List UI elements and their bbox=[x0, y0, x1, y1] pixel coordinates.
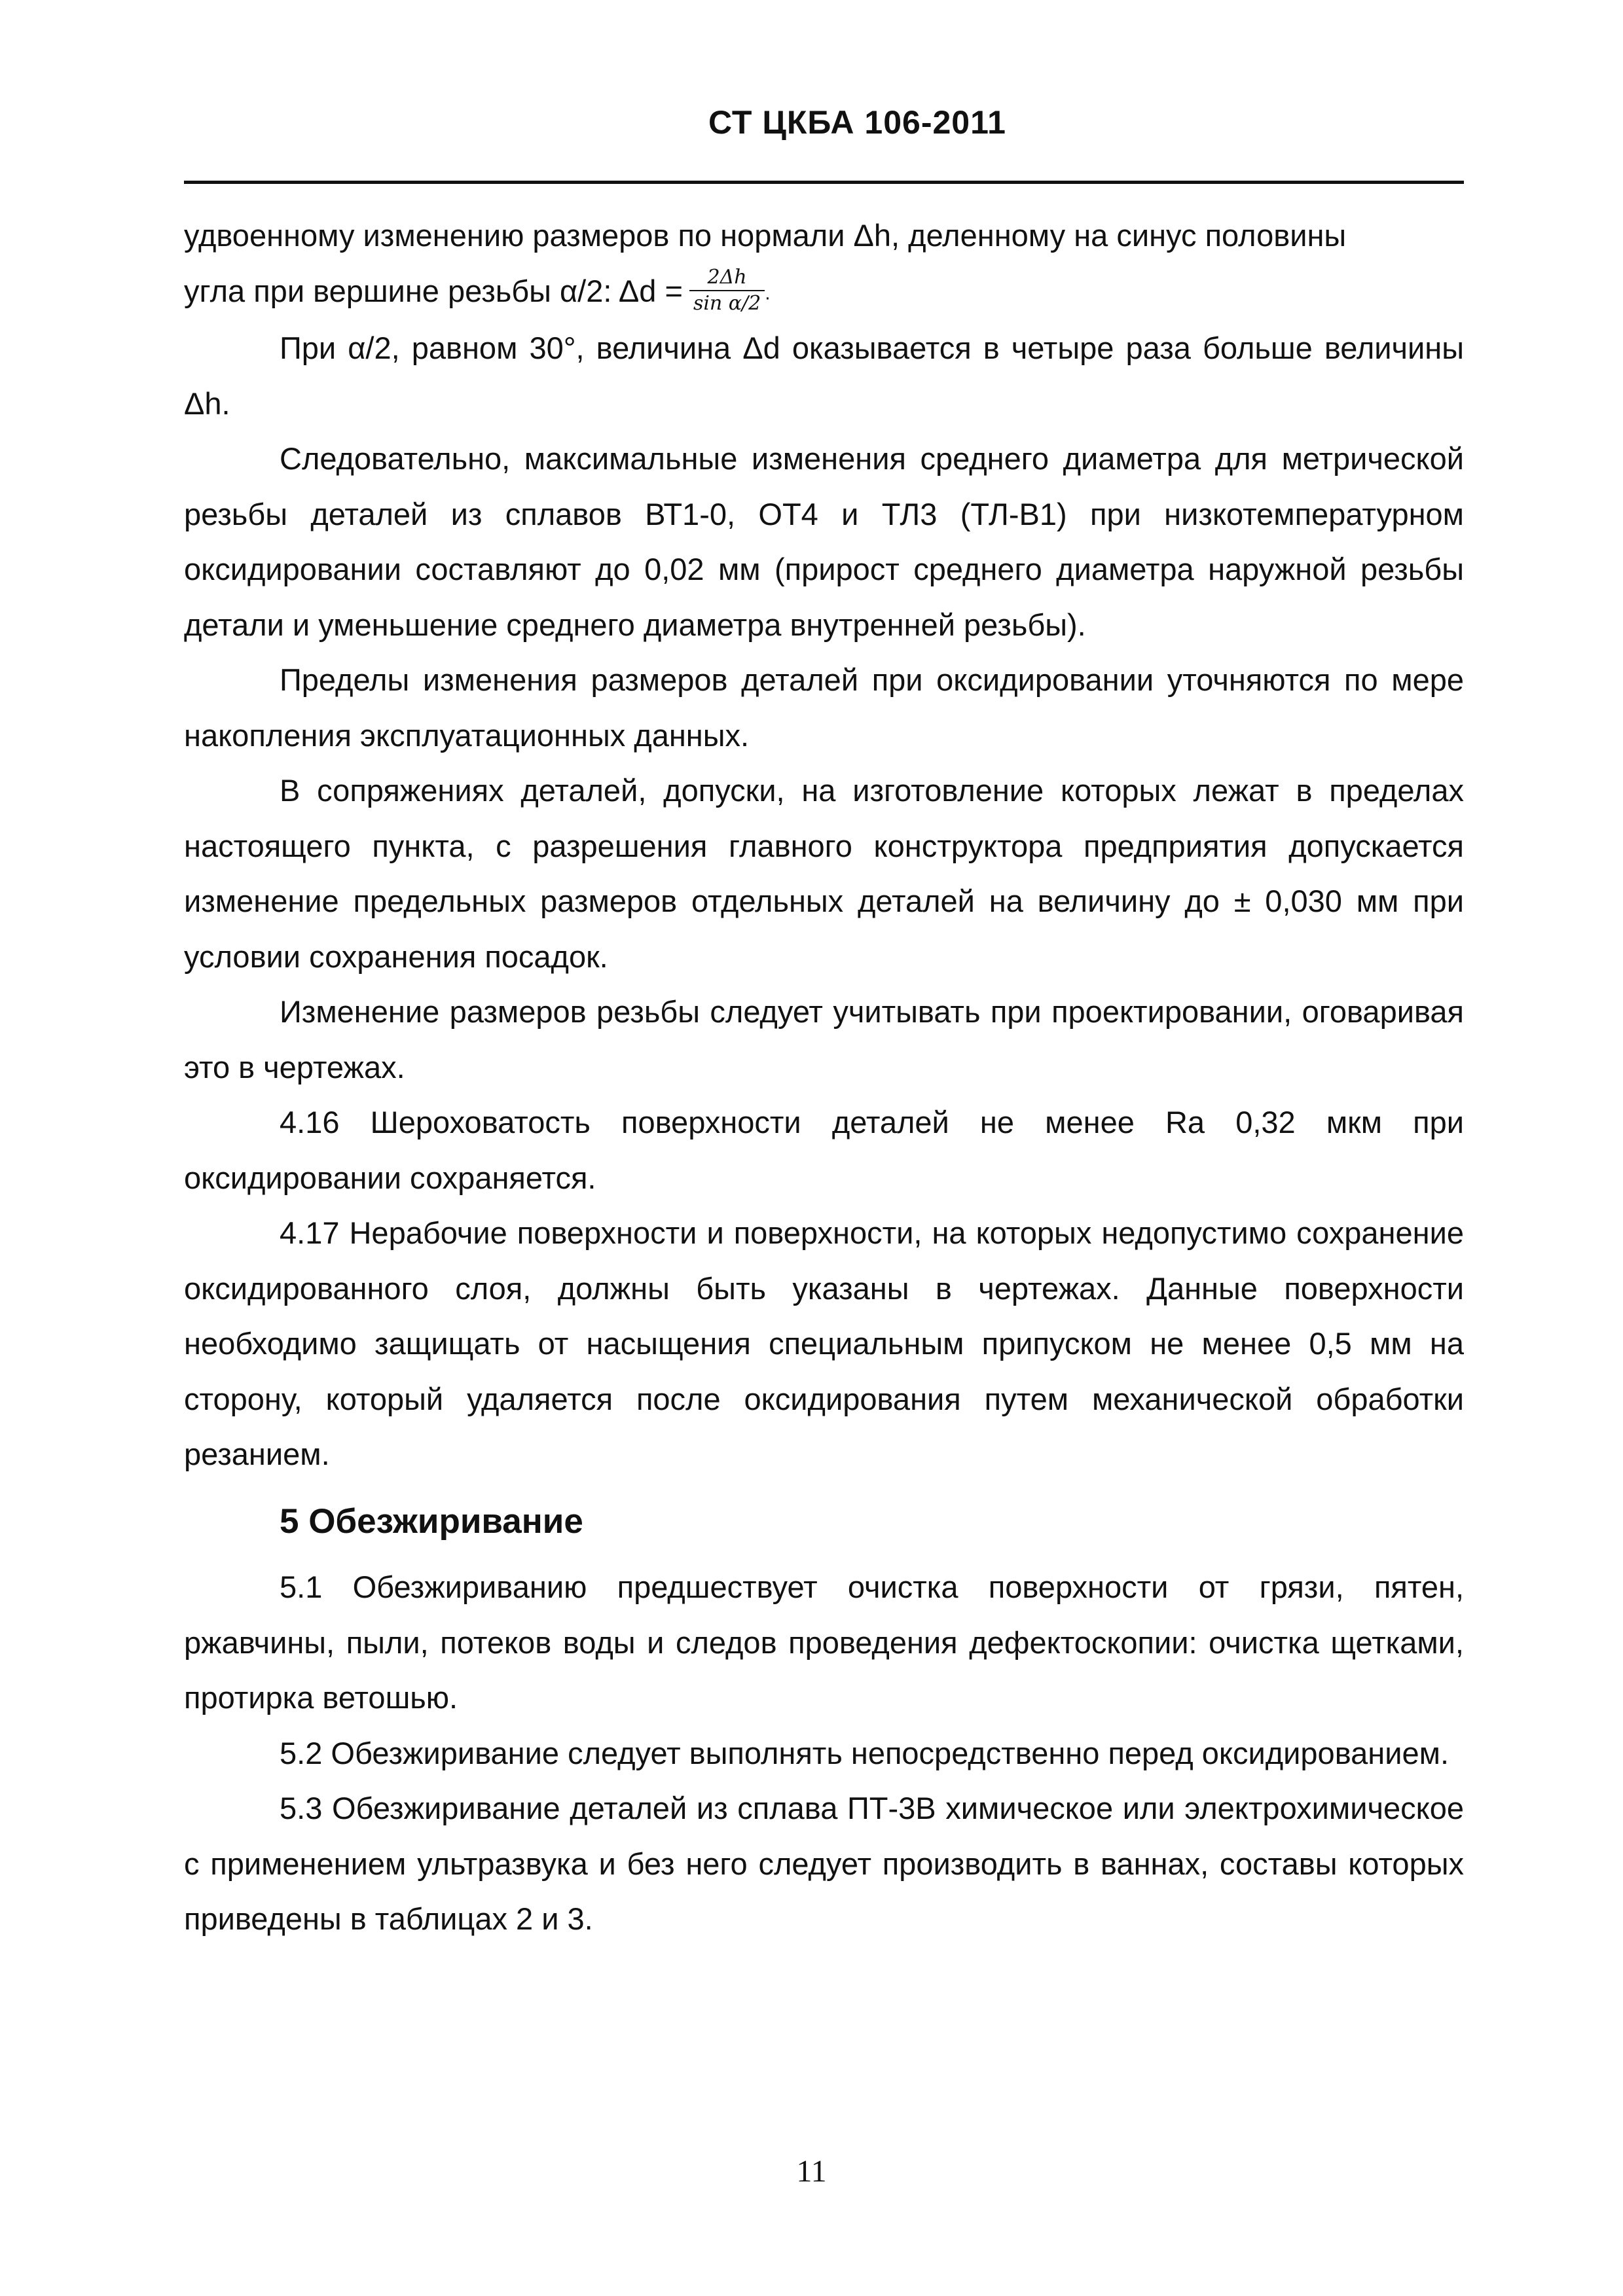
formula-period: . bbox=[765, 281, 771, 304]
clause-4-16: 4.16 Шероховатость поверхности деталей не менее Ra 0,32 мкм при оксидировании сохраняется. bbox=[184, 1105, 1464, 1195]
paragraph: Изменение размеров резьбы следует учитывать при проектировании, оговаривая это в чертежах. bbox=[184, 994, 1464, 1085]
body-text bbox=[184, 208, 1464, 1947]
clause-5-2: 5.2 Обезжиривание следует выполнять непосредственно перед оксидированием. bbox=[280, 1735, 1449, 1770]
formula-denominator: sin α/2 bbox=[693, 292, 761, 315]
paragraph: Пределы изменения размеров деталей при оксидировании уточняются по мере накопления эксплуатационных данных. bbox=[184, 662, 1464, 753]
section-heading: 5 Обезжиривание bbox=[280, 1501, 583, 1541]
formula-numerator: 2Δh bbox=[689, 266, 765, 291]
clause-5-3: 5.3 Обезжиривание деталей из сплава ПТ-3В химическое или электрохимическое с применением ультразвука и без него следует производить в ваннах, составы которых приведены в таблицах 2 и 3. bbox=[184, 1791, 1464, 1937]
paragraph-continuation bbox=[184, 208, 1464, 321]
clause-4-17: 4.17 Нерабочие поверхности и поверхности, на которых недопустимо сохранение оксидированного слоя, должны быть указаны в чертежах. Данные поверхности необходимо защищать от насыщения специальным припуском не менее 0,5 мм на сторону, который удаляется после оксидирования путем механической обработки резанием. bbox=[184, 1215, 1464, 1472]
paragraph: Следовательно, максимальные изменения среднего диаметра для метрической резьбы деталей из сплавов ВТ1-0, ОТ4 и ТЛ3 (ТЛ-В1) при низкотемпературном оксидировании составляют до 0,02 мм (прирост среднего диаметра наружной резьбы детали и уменьшение среднего диаметра внутренней резьбы). bbox=[184, 441, 1464, 642]
paragraph-line: удвоенному изменению размеров по нормали Δh, деленному на синус половины bbox=[184, 218, 1347, 253]
paragraph: В сопряжениях деталей, допуски, на изготовление которых лежат в пределах настоящего пункта, с разрешения главного конструктора предприятия допускается изменение предельных размеров отдельных деталей на величину до ± 0,030 мм при условии сохранения посадок. bbox=[184, 773, 1464, 974]
clause-5-1: 5.1 Обезжириванию предшествует очистка поверхности от грязи, пятен, ржавчины, пыли, потеков воды и следов проведения дефектоскопии: очистка щетками, протирка ветошью. bbox=[184, 1570, 1464, 1715]
document-code-header: СТ ЦКБА 106-2011 bbox=[708, 104, 1006, 141]
header-divider bbox=[184, 181, 1464, 184]
paragraph: При α/2, равном 30°, величина Δd оказывается в четыре раза больше величины Δh. bbox=[184, 331, 1464, 421]
paragraph-line: угла при вершине резьбы α/2: Δd = bbox=[184, 273, 683, 308]
formula-fraction bbox=[689, 266, 765, 315]
page-number: 11 bbox=[796, 2154, 827, 2189]
